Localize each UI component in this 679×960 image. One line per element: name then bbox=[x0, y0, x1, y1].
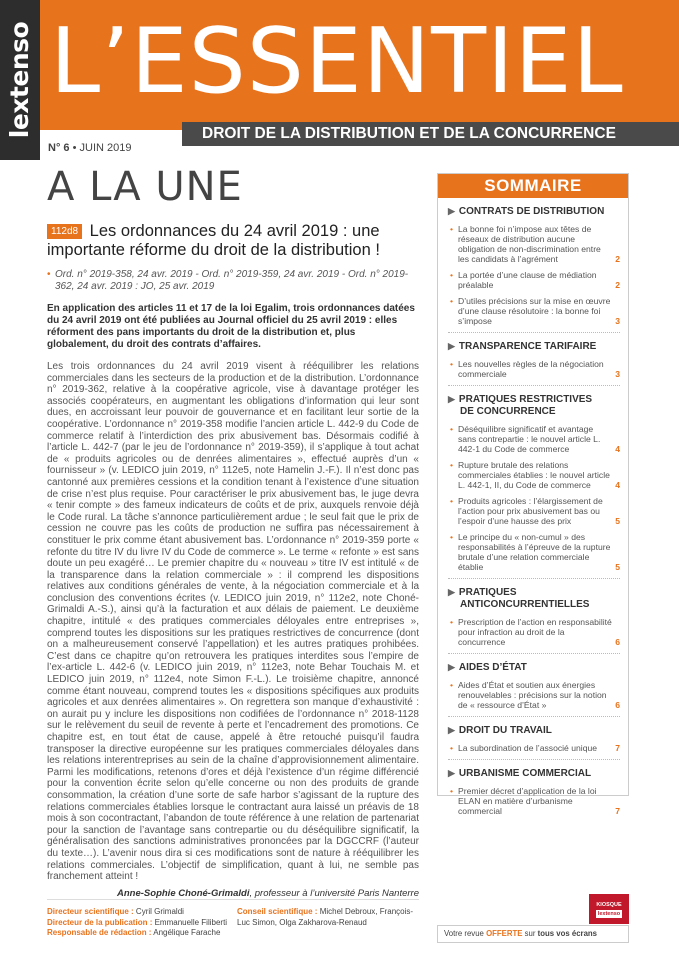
toc-separator bbox=[448, 385, 620, 386]
lead-article bbox=[47, 222, 419, 899]
sci-director: Directeur scientifique : Cyril Grimaldi bbox=[47, 907, 184, 916]
masthead-left bbox=[47, 907, 232, 939]
masthead-footer bbox=[47, 899, 419, 937]
toc-title: SOMMAIRE bbox=[438, 174, 628, 198]
toc-item[interactable] bbox=[438, 270, 628, 290]
toc-section-title: PRATIQUES RESTRICTIVES bbox=[458, 394, 593, 405]
toc-item-text: Prescription de l’action en responsabilité pour infraction au droit de la concurrence bbox=[458, 617, 612, 647]
toc-item-page: 5 bbox=[615, 562, 620, 572]
toc-item-page: 7 bbox=[615, 743, 620, 753]
toc-item[interactable] bbox=[438, 359, 628, 379]
toc-item[interactable] bbox=[438, 532, 628, 572]
toc-item-page: 4 bbox=[615, 480, 620, 490]
toc-item-page: 2 bbox=[615, 280, 620, 290]
toc-item-text: Rupture brutale des relations commerciales établies : le nouvel article L. 442-1, II, du Code de commerce bbox=[458, 460, 610, 490]
toc-item[interactable] bbox=[438, 617, 628, 647]
toc-section-title-cont: DE CONCURRENCE bbox=[460, 406, 556, 417]
toc-item-text: Déséquilibre significatif et avantage sans contrepartie : le nouvel article L. 442-1 du Code de commerce bbox=[458, 424, 601, 454]
arrow-right-icon: ▶ bbox=[448, 587, 455, 597]
toc-item-page: 6 bbox=[615, 637, 620, 647]
article-author bbox=[47, 888, 419, 899]
article-code-badge: 112d8 bbox=[47, 224, 82, 239]
arrow-right-icon: ▶ bbox=[448, 341, 455, 351]
toc-item[interactable] bbox=[438, 743, 628, 753]
kiosque-logo[interactable]: KIOSQUE lextenso bbox=[589, 894, 629, 924]
toc-section-title: PRATIQUES bbox=[458, 587, 517, 598]
toc-item-page: 6 bbox=[615, 700, 620, 710]
table-of-contents bbox=[437, 173, 629, 816]
toc-item[interactable] bbox=[438, 296, 628, 326]
arrow-right-icon: ▶ bbox=[448, 206, 455, 216]
article-headline: Les ordonnances du 24 avril 2019 : une importante réforme du droit de la distribution ! bbox=[47, 222, 380, 259]
toc-section-title: AIDES D’ÉTAT bbox=[458, 662, 527, 673]
arrow-right-icon: ▶ bbox=[448, 662, 455, 672]
arrow-right-icon: ▶ bbox=[448, 768, 455, 778]
toc-list bbox=[438, 205, 628, 816]
section-title: A LA UNE bbox=[47, 164, 243, 210]
publication-title: L’ESSENTIEL bbox=[50, 9, 624, 114]
toc-item-text: Produits agricoles : l’élargissement de l’action pour prix abusivement bas ou l’espoir d’une hausse des prix bbox=[458, 496, 603, 526]
issue-date: JUIN 2019 bbox=[79, 142, 132, 154]
toc-item[interactable] bbox=[438, 680, 628, 710]
toc-item-page: 3 bbox=[615, 316, 620, 326]
toc-section[interactable] bbox=[438, 661, 628, 674]
issue-info: N° 6 • JUIN 2019 bbox=[48, 142, 132, 154]
toc-section-title: URBANISME COMMERCIAL bbox=[458, 768, 592, 779]
toc-section-title-cont: ANTICONCURRENTIELLES bbox=[460, 599, 590, 610]
toc-section[interactable] bbox=[438, 393, 628, 418]
pub-director: Directeur de la publication : Emmanuelle Filiberti bbox=[47, 917, 228, 927]
toc-item-text: Les nouvelles règles de la négociation commerciale bbox=[458, 359, 604, 379]
toc-item-page: 5 bbox=[615, 516, 620, 526]
arrow-right-icon: ▶ bbox=[448, 725, 455, 735]
publication-subtitle: DROIT DE LA DISTRIBUTION ET DE LA CONCURRENCE bbox=[182, 122, 679, 146]
editor: Responsable de rédaction : Angélique Farache bbox=[47, 928, 221, 937]
author-name: Anne-Sophie Choné-Grimaldi bbox=[117, 887, 250, 899]
toc-section[interactable] bbox=[438, 586, 628, 611]
toc-separator bbox=[448, 716, 620, 717]
lextenso-logo: lextenso bbox=[5, 21, 34, 139]
toc-item[interactable] bbox=[438, 424, 628, 454]
toc-item-text: La bonne foi n’impose aux têtes de réseaux de distribution aucune obligation de non-discrimination entre les candidats à l’agrément bbox=[458, 224, 601, 264]
toc-item-text: D’utiles précisions sur la mise en œuvre d’une clause résolutoire : la bonne foi s’impose bbox=[458, 296, 611, 326]
arrow-right-icon: ▶ bbox=[448, 394, 455, 404]
toc-section[interactable] bbox=[438, 767, 628, 780]
toc-item-text: La subordination de l’associé unique bbox=[458, 743, 598, 753]
author-title: , professeur à l’université Paris Nanterre bbox=[249, 887, 419, 899]
toc-item-text: Aides d’État et soutien aux énergies renouvelables : précisions sur la notion de « ressource d’État » bbox=[458, 680, 607, 710]
toc-item[interactable] bbox=[438, 224, 628, 264]
toc-section-title: DROIT DU TRAVAIL bbox=[458, 725, 552, 736]
toc-section[interactable] bbox=[438, 724, 628, 737]
article-lead: En application des articles 11 et 17 de la loi Egalim, trois ordonnances datées du 24 avril 2019 ont été publiées au Journal officiel du 25 avril 2019 : elles réforment des pans importants du droit de la distribution et, plus globalement, du droit des contrats d’affaires. bbox=[47, 303, 415, 350]
toc-item-page: 2 bbox=[615, 254, 620, 264]
toc-separator bbox=[448, 578, 620, 579]
article-body: Les trois ordonnances du 24 avril 2019 visent à rééquilibrer les relations commerciales dans les secteurs de la production et de la distribution. L’ordonnance n° 2019-362, relative à la coopérative agricole, vise à davantage protéger les associés coopérateurs, en augmentant les obligations d’information qui leur sont dues, en accroissant leur pouvoir de gouvernance et en facilitant leur sortie de la coopérative. L’ordonnance n° 2019-358 modifie l’ancien article L. 442-9 du Code de commerce relatif à l’interdiction des prix abusivement bas. Désormais codifié à l’article L. 442-7 (par le jeu de l’ordonnance n° 2019-359), il s’applique à tout achat de « produits agricoles ou de denrées alimentaires », effectué auprès d’un « fournisseur » (v. LEDICO juin 2019, n° 112e5, note Hamelin J.-F.). Il n’est donc pas cantonné aux premières cessions et la condition tenant à l’existence d’une situation de crise n’est plus requise. Pour caractériser le prix abusivement bas, le juge devra « tenir compte » des fameux indicateurs de coûts et de prix, auxquels renvoie déjà le Code rural. La tâche s’annonce particulièrement ardue ; le seul fait que le prix de cession ne couvre pas les coûts de production ne suffira pas nécessairement à constituer le prix comme étant abusivement bas. L’ordonnance n° 2019-359 porte « refonte du titre IV du livre IV du Code de commerce ». Le terme « refonte » est sans doute un peu exagéré… Le premier chapitre du « nouveau » titre IV est intitulé « de la transparence dans la relation commerciale » : il comprend les dispositions relatives aux conditions générales de vente, à la négociation commerciale et à la conclusion des conventions écrites (v. LEDICO juin 2019, n° 112e2, note Choné-Grimaldi A.-S.), ainsi qu’à la facturation et aux délais de paiement. Le deuxième chapitre, intitulé « des pratiques commerciales déloyales entre entreprises », comprend toutes les dispositions sur les pratiques restrictives de concurrence (dont on a malheureusement conservé l’appellation) et les autres pratiques prohibées. C’est dans ce chapitre qu’on retrouvera les pratiques interdites sous l’empire de l’ex-article L. 442-6 (v. LEDICO juin 2019, n° 112e3, note Behar Touchais M. et LEDICO juin 2019, n° 112e4, note Simon F.-L.). Le troisième chapitre, annoncé comme étant nouveau, comprend toutes les « dispositions spécifiques aux produits agricoles et aux denrées alimentaires ». On regrettera son manque d’exhaustivité : on aurait pu y inclure les dispositions non codifiées de l’ordonnance n° 2018-1128 sur le relèvement du seuil de revente à perte et l’encadrement des promotions. Ce chapitre est, en tout état de cause, appelé à être retouché puisqu’il faudra transposer la directive européenne sur les pratiques commerciales déloyales dans les relations interentreprises au sein de la chaîne d’approvisionnement alimentaire. Parmi les modifications, retenons d’ores et déjà l’existence d’un régime différencié pour la convention écrite selon qu’elle concerne ou non des produits de grande consommation, la création d’une sorte de safe harbor s’agissant de la rupture des relations commerciales établies lorsque le contractant aura laissé un préavis de 18 mois à son cocontractant, l’abandon de toute référence à une relation de partenariat pour la sanction de l’avantage sans contrepartie ou du déséquilibre significatif, la généralisation des sanctions administratives prononcées par la DGCCRF (l’auteur du texte…). L’avenir nous dira si ces modifications sont de nature à rééquilibrer les relations commerciales. L’objectif de simplification, quant à lui, ne semble pas franchement atteint ! bbox=[47, 361, 419, 883]
toc-section[interactable] bbox=[438, 205, 628, 218]
toc-item-page: 7 bbox=[615, 806, 620, 816]
masthead-right: Conseil scientifique : Michel Debroux, François-Luc Simon, Olga Zakharova-Renaud bbox=[237, 907, 414, 927]
toc-separator bbox=[448, 653, 620, 654]
toc-item-page: 4 bbox=[615, 444, 620, 454]
revue-offer[interactable]: Votre revue OFFERTE sur tous vos écrans bbox=[437, 925, 629, 943]
toc-item-text: Le principe du « non-cumul » des responsabilités à l’épreuve de la rupture brutale d’une relation commerciale établie bbox=[458, 532, 611, 572]
toc-item-text: Premier décret d’application de la loi ELAN en matière d’urbanisme commercial bbox=[458, 786, 597, 816]
toc-section-title: CONTRATS DE DISTRIBUTION bbox=[458, 206, 605, 217]
toc-section-title: TRANSPARENCE TARIFAIRE bbox=[458, 341, 597, 352]
brand-strip bbox=[0, 0, 40, 160]
toc-item[interactable] bbox=[438, 786, 628, 816]
toc-separator bbox=[448, 759, 620, 760]
article-headline-row bbox=[47, 222, 419, 260]
toc-item-text: La portée d’une clause de médiation préalable bbox=[458, 270, 597, 290]
article-references: • Ord. n° 2019-358, 24 avr. 2019 - Ord. n° 2019-359, 24 avr. 2019 - Ord. n° 2019-362, 24 avr. 2019 : JO, 25 avr. 2019 bbox=[47, 269, 419, 293]
issue-number: N° 6 bbox=[48, 142, 70, 154]
toc-item[interactable] bbox=[438, 460, 628, 490]
toc-section[interactable] bbox=[438, 340, 628, 353]
toc-item-page: 3 bbox=[615, 369, 620, 379]
toc-separator bbox=[448, 332, 620, 333]
toc-item[interactable] bbox=[438, 496, 628, 526]
